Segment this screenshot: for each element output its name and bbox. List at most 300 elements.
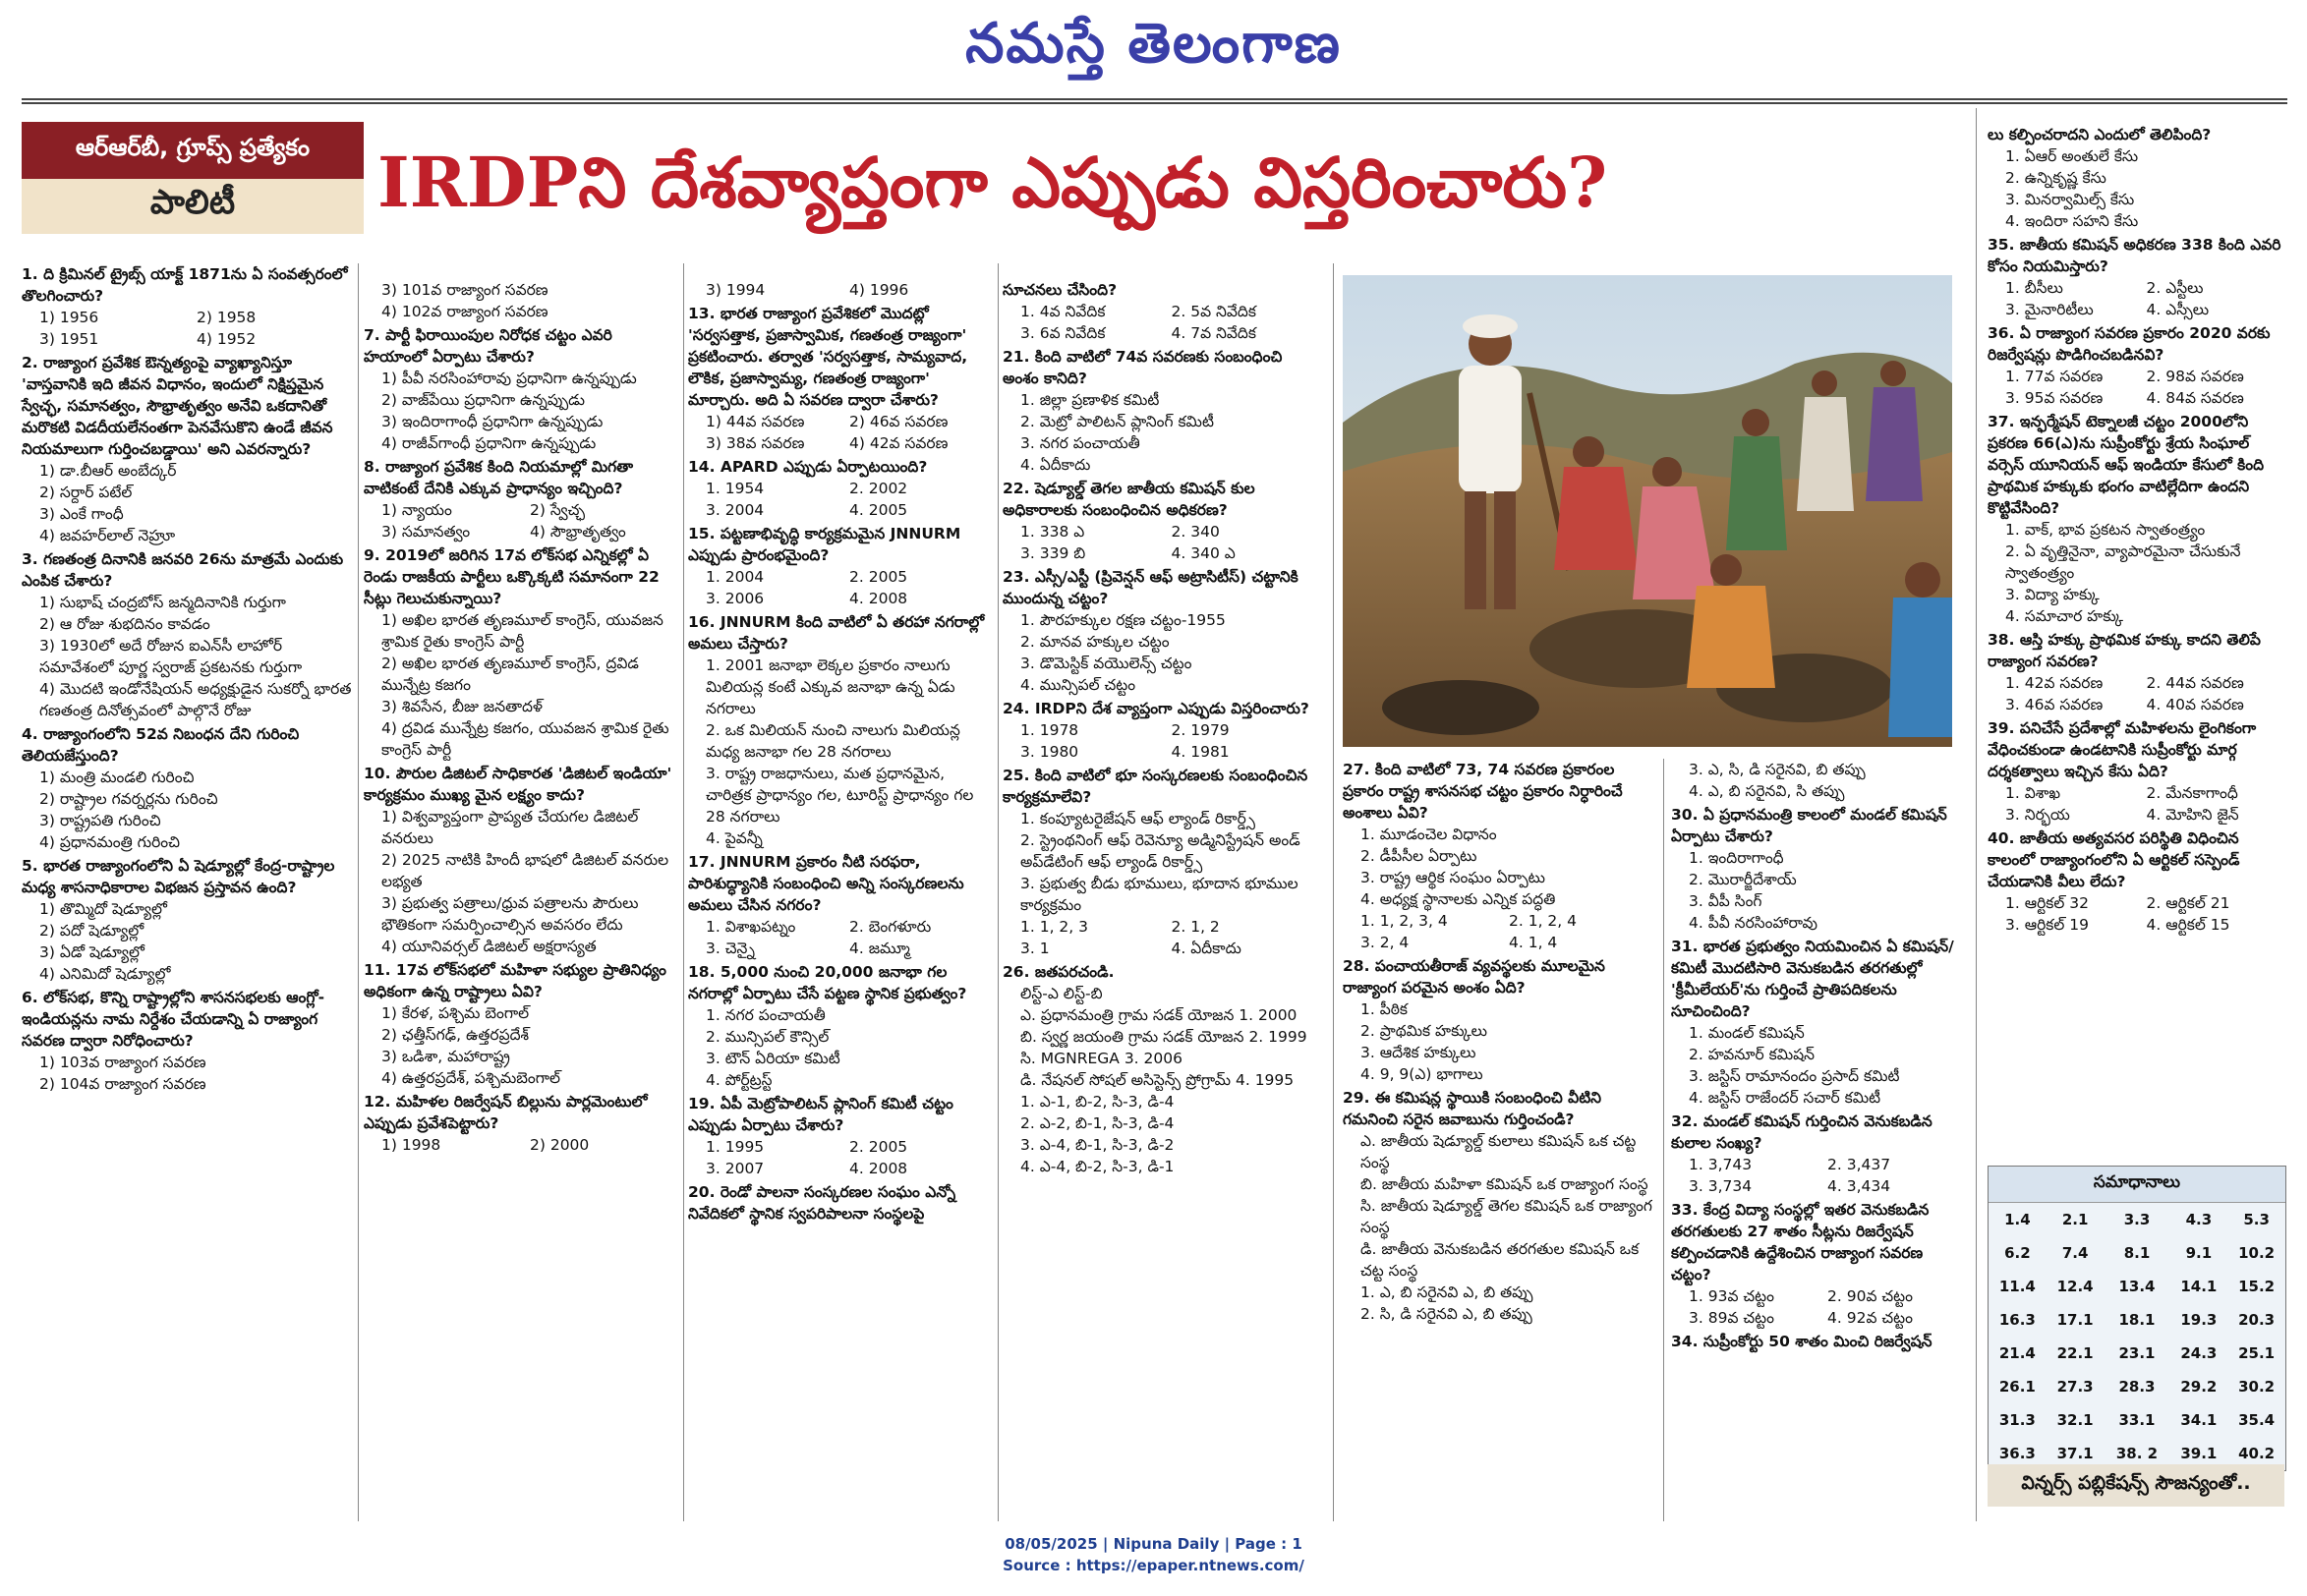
- top-rule-thin: [22, 102, 2287, 104]
- question-number: 37.: [1988, 413, 2020, 430]
- question-number: 26.: [1003, 963, 1035, 981]
- question-block: [1671, 804, 1966, 934]
- answer-option: 1) సుభాష్‌ చంద్రబోస్‌ జన్మదినానికి గుర్తుగా: [39, 594, 286, 611]
- answer-key-table: [1989, 1203, 2285, 1470]
- question-text: [1988, 411, 2287, 519]
- answer-option: 1) విశ్వవ్యాప్తంగా ప్రాప్యత చేయగల డిజిటల్‌ వనరులు: [381, 808, 639, 847]
- answer-option: 1. 42వ సవరణ: [2005, 674, 2104, 692]
- question-block: [22, 352, 354, 546]
- question-block: [1343, 1087, 1657, 1325]
- answer-option: సి. MGNREGA 3. 2006: [1020, 1050, 1182, 1067]
- answer-cell: 34.1: [2180, 1411, 2218, 1429]
- answer-option: 2. స్ట్రెంథనింగ్‌ ఆఫ్‌ రెవెన్యూ అడ్మినిస్ట్రేషన్‌ అండ్‌ అప్‌డేటింగ్‌ ఆఫ్‌ ల్యాండ్‌ రికార్డ్స్‌: [1020, 831, 1300, 871]
- answer-row: [1989, 1403, 2285, 1437]
- question-text: [22, 352, 354, 460]
- answer-option: డి. జాతీయ వెనుకబడిన తరగతుల కమిషన్‌ ఒక చట్ట సంస్థ: [1360, 1240, 1640, 1280]
- answer-cell: 30.2: [2238, 1378, 2276, 1396]
- question-text: [1671, 1111, 1966, 1154]
- question-block: [22, 987, 354, 1095]
- answer-option: 3. 339 బి: [1020, 544, 1086, 562]
- answer-option: 1) పీవీ నరసింహారావు ప్రధానిగా ఉన్నప్పుడు: [381, 370, 637, 387]
- question-text: [364, 544, 678, 609]
- question-body: గణతంత్ర దినానికి జనవరి 26ను మాత్రమే ఎందుకు ఎంపిక చేశారు?: [22, 550, 344, 590]
- question-text: [22, 987, 354, 1052]
- answer-option-grid: [688, 916, 993, 959]
- answer-option: 3. జస్టిస్‌ రామానందం ప్రసాద్‌ కమిటీ: [1689, 1067, 1900, 1085]
- question-text: [688, 456, 993, 478]
- answer-option: 4. పోర్ట్‌ట్రస్ట్‌: [706, 1071, 773, 1089]
- question-block: [364, 959, 678, 1089]
- question-block: [1343, 955, 1657, 1085]
- answer-option: 4) రాజీవ్‌గాంధీ ప్రధానిగా ఉన్నప్పుడు: [381, 434, 597, 452]
- answer-option: 2. ఏ వృత్తినైనా, వ్యాపారమైనా చేసుకునే స్వాతంత్ర్యం: [2005, 542, 2241, 582]
- question-text: [1003, 566, 1322, 609]
- question-block: [364, 1091, 678, 1156]
- question-number: 20.: [688, 1183, 721, 1201]
- answer-row: [1989, 1236, 2285, 1270]
- question-block: [1671, 936, 1966, 1109]
- column-divider: [1333, 263, 1334, 1521]
- answer-option: 2) సర్దార్‌ పటేల్‌: [39, 484, 133, 501]
- section-tag-subject: పాలిటీ: [22, 179, 364, 234]
- answer-option: 2. 3,437: [1827, 1156, 1891, 1173]
- answer-option: 3) ఒడిశా, మహారాష్ట్ర: [381, 1048, 510, 1065]
- answer-cell: 24.3: [2180, 1344, 2218, 1362]
- question-number: 11.: [364, 961, 396, 979]
- answer-cell: 22.1: [2056, 1344, 2094, 1362]
- answer-option: 2) 2025 నాటికి హిందీ భాషలో డిజిటల్‌ వనరుల లభ్యత: [381, 851, 669, 890]
- question-text: [688, 1093, 993, 1136]
- question-number: 23.: [1003, 568, 1035, 586]
- answer-option: 4. మున్సిపల్‌ చట్టం: [1020, 676, 1136, 694]
- question-block: [1343, 759, 1657, 953]
- answer-option: 4. 2008: [849, 1160, 908, 1177]
- answer-cell: 3.3: [2123, 1211, 2151, 1228]
- answer-option: 2. 98వ సవరణ: [2146, 368, 2244, 385]
- answer-option: 3. నగర పంచాయతీ: [1020, 434, 1140, 452]
- answer-option: 1. పౌరహక్కుల రక్షణ చట్టం-1955: [1020, 611, 1226, 629]
- question-text: [364, 324, 678, 368]
- answer-option: 4. 40వ సవరణ: [2146, 696, 2244, 713]
- answer-row: [1989, 1303, 2285, 1337]
- answer-option: 2. ఎ-2, బి-1, సి-3, డి-4: [1020, 1114, 1175, 1132]
- answer-cell: 9.1: [2185, 1244, 2213, 1262]
- answer-option: 4. ఆర్టికల్‌ 15: [2146, 916, 2230, 934]
- answer-option: 1. 2004: [706, 568, 765, 586]
- answer-option-grid: [688, 411, 993, 454]
- answer-cell: 17.1: [2056, 1311, 2094, 1329]
- answer-cell: 31.3: [1998, 1411, 2036, 1429]
- answer-option: 2) 104వ రాజ్యాంగ సవరణ: [39, 1075, 206, 1093]
- answer-cell: 27.3: [2056, 1378, 2094, 1396]
- answer-option: 3. ప్రభుత్వ బీడు భూములు, భూదాన భూముల కార్యక్రమం: [1020, 875, 1298, 914]
- column-2: [364, 279, 678, 1158]
- answer-option: 4. ఏదీకాదు: [1171, 940, 1241, 957]
- question-body: ఏపీ మెట్రోపాలిటన్‌ ప్లానింగ్‌ కమిటీ చట్టం ఎప్పుడు ఏర్పాటు చేశారు?: [688, 1095, 953, 1134]
- answer-option: 4) జవహర్‌లాల్‌ నెహ్రూ: [39, 527, 176, 544]
- answer-option: బి. స్వర్ణ జయంతి గ్రామ సడక్‌ యోజన 2. 1999: [1020, 1028, 1307, 1046]
- answer-option: 4. 9, 9(ఎ) భాగాలు: [1360, 1065, 1483, 1083]
- question-text: [1003, 346, 1322, 389]
- question-body: కింది వాటిలో 73, 74 సవరణ ప్రకారంల ప్రకారం రాష్ట్ర శాసనసభ చట్టం ప్రకారం నిర్ధారించే అంశాలు ఏవి?: [1343, 761, 1623, 822]
- column-divider: [358, 263, 359, 1521]
- answer-option-grid: [1003, 719, 1322, 763]
- question-text: [688, 961, 993, 1004]
- answer-cell: 36.3: [1998, 1445, 2036, 1462]
- question-body: JNNURM కింది వాటిలో ఏ తరహా నగరాల్లో అమలు చేస్తారు?: [688, 613, 985, 653]
- answer-option: 2. ప్రాథమిక హక్కులు: [1360, 1022, 1488, 1040]
- answer-option: 1) 44వ సవరణ: [706, 413, 805, 430]
- answer-option: 1. 1978: [1020, 721, 1079, 739]
- answer-option: సి. జాతీయ షెడ్యూల్డ్‌ తెగల కమిషన్‌ ఒక రాజ్యాంగ సంస్థ: [1360, 1197, 1652, 1236]
- question-body: ఆస్తి హక్కు ప్రాథమిక హక్కు కాదని తెలిపే రాజ్యాంగ సవరణ?: [1988, 631, 2261, 670]
- question-number: 19.: [688, 1095, 721, 1112]
- answer-cell: 14.1: [2180, 1278, 2218, 1295]
- answer-option: 4. జస్టిస్‌ రాజేందర్‌ సచార్‌ కమిటీ: [1689, 1089, 1881, 1107]
- question-body: IRDPని దేశ వ్యాప్తంగా ఎప్పుడు విస్తరించారు?: [1034, 700, 1309, 717]
- question-number: 9.: [364, 546, 386, 564]
- answer-option: 3. 2007: [706, 1160, 765, 1177]
- question-block: [364, 324, 678, 454]
- answer-option: 2. బెంగళూరు: [849, 918, 932, 936]
- question-block: [1988, 322, 2287, 409]
- section-tag-top: ఆర్‌ఆర్‌బీ, గ్రూప్స్‌ ప్రత్యేకం: [22, 122, 364, 179]
- question-text: [1988, 234, 2287, 277]
- question-text: [1671, 1331, 1966, 1352]
- question-text: [688, 303, 993, 411]
- answer-cell: 11.4: [1998, 1278, 2036, 1295]
- answer-option: 2) 1958: [197, 309, 257, 326]
- question-block: [1003, 346, 1322, 476]
- answer-option: 2. మున్సిపల్‌ కౌన్సిల్‌: [706, 1028, 830, 1046]
- question-text: [1671, 804, 1966, 847]
- answer-option: 1) మంత్రి మండలి గురించి: [39, 769, 195, 786]
- question-block: [1003, 478, 1322, 564]
- answer-option: 3) 1951: [39, 330, 99, 348]
- answer-option: 4. ఎ, బి సరైనవి, సి తప్పు: [1689, 782, 1845, 800]
- answer-option-grid: [1988, 782, 2287, 826]
- question-block: [1671, 759, 1966, 802]
- answer-option: 4. 92వ చట్టం: [1827, 1309, 1913, 1327]
- answer-option: 2) వాజ్‌పేయి ప్రధానిగా ఉన్నప్పుడు: [381, 391, 585, 409]
- answer-option: 4. 3,434: [1827, 1177, 1891, 1195]
- question-body: ఎస్సీ/ఎస్టీ (ప్రివెన్షన్‌ ఆఫ్‌ అట్రాసిటీస్‌) చట్టానికి ముందున్న చట్టం?: [1003, 568, 1298, 607]
- question-block: [688, 279, 993, 301]
- answer-option: 4. జమ్మూ: [849, 940, 910, 957]
- question-text: [22, 723, 354, 767]
- answer-option: 3. 89వ చట్టం: [1689, 1309, 1774, 1327]
- question-text: [1343, 759, 1657, 824]
- question-text: [688, 523, 993, 566]
- headline: IRDPని దేశవ్యాప్తంగా ఎప్పుడు విస్తరించారు?: [377, 142, 1608, 223]
- question-body: పార్టీ ఫిరాయింపుల నిరోధక చట్టం ఎవరి హయాంలో ఏర్పాటు చేశారు?: [364, 326, 612, 366]
- answer-cell: 33.1: [2118, 1411, 2156, 1429]
- answer-cell: 37.1: [2056, 1445, 2094, 1462]
- answer-option: 4) 102వ రాజ్యాంగ సవరణ: [381, 303, 548, 320]
- answer-option: 2) 46వ సవరణ: [849, 413, 949, 430]
- answer-option: 2. 2002: [849, 480, 908, 497]
- answer-cell: 4.3: [2185, 1211, 2213, 1228]
- question-body: లోక్‌సభ, కొన్ని రాష్ట్రాల్లోని శాసనసభలకు ఆంగ్లో-ఇండియన్లను నామ నిర్దేశం చేయడాన్ని ఏ రాజ్యాంగ సవరణ ద్వారా నిరోధించారు?: [22, 989, 325, 1050]
- answer-option: 3. నిర్భయ: [2005, 806, 2070, 824]
- answer-option: డి. నేషనల్‌ సోషల్‌ అసిస్టెన్స్‌ ప్రోగ్రామ్‌ 4. 1995: [1020, 1071, 1295, 1089]
- column-5: [1343, 759, 1657, 1327]
- answer-cell: 6.2: [2004, 1244, 2031, 1262]
- answer-cell: 32.1: [2056, 1411, 2094, 1429]
- answer-option: 3. రాష్ట్ర రాజధానులు, మత ప్రధానమైన, చారిత్రక ప్రాధాన్యం గల, టూరిస్ట్‌ ప్రాధాన్యం గల 28 నగరాలు: [706, 765, 974, 826]
- answer-cell: 35.4: [2238, 1411, 2276, 1429]
- question-text: [1988, 322, 2287, 366]
- question-body: రాజ్యాంగ ప్రవేశిక కింది నియమాల్లో మిగతా వాటికంటే దేనికి ఎక్కువ ప్రాధాన్యం ఇచ్చింది?: [364, 458, 634, 497]
- answer-option: 3) 38వ సవరణ: [706, 434, 805, 452]
- question-block: [688, 1181, 993, 1225]
- question-body: కేంద్ర విద్యా సంస్థల్లో ఇతర వెనుకబడిన తరగతులకు 27 శాతం సీట్లను రిజర్వేషన్‌ కల్పించడానికి ఉద్దేశించిన రాజ్యాంగ సవరణ చట్టం?: [1671, 1201, 1930, 1283]
- question-body: రాజ్యాంగ ప్రవేశిక ఔన్నత్యంపై వ్యాఖ్యానిస్తూ 'వాస్తవానికి ఇది జీవన విధానం, ఇందులో నిక్షిప్తమైన స్వేచ్ఛ, సమానత్వం, సౌభ్రాతృత్వం అనేవి ఒకదానితో మరొకటి విడదీయలేనంతగా పెనవేసుకొని ఉండే జీవన నియమాలుగా గుర్తించబడ్డాయి' అని ఎవరన్నారు?: [22, 354, 333, 458]
- question-number: 1.: [22, 265, 44, 283]
- answer-option: 2) అఖిల భారత తృణమూల్‌ కాంగ్రెస్‌, ద్రవిడ మున్నేట్ర కజగం: [381, 655, 639, 694]
- answer-option: 2. 1, 2: [1171, 918, 1220, 936]
- answer-option: 3) 1994: [706, 281, 766, 299]
- question-body: పౌరుల డిజిటల్‌ సాధికారత 'డిజిటల్‌ ఇండియా' కార్యక్రమం ముఖ్య మైన లక్ష్యం కాదు?: [364, 765, 672, 804]
- answer-cell: 8.1: [2123, 1244, 2151, 1262]
- answer-option: 3) ప్రభుత్వ పత్రాలు/ధ్రువ పత్రాలను పౌరులు భౌతికంగా సమర్పించాల్సిన అవసరం లేదు: [381, 894, 639, 934]
- answer-cell: 21.4: [1998, 1344, 2036, 1362]
- question-block: [22, 723, 354, 853]
- answer-key-title: సమాధానాలు: [1989, 1167, 2285, 1203]
- question-block: [364, 544, 678, 761]
- column-1: [22, 263, 354, 1097]
- answer-option: 2. ఒక మిలియన్‌ నుంచి నాలుగు మిలియన్ల మధ్య జనాభా గల 28 నగరాలు: [706, 721, 960, 761]
- question-body: పట్టణాభివృద్ధి కార్యక్రమమైన JNNURM ఎప్పుడు ప్రారంభమైంది?: [688, 525, 961, 564]
- answer-option: 2) పదో షెడ్యూల్లో: [39, 922, 144, 940]
- answer-option: 3) రాష్ట్రపతి గురించి: [39, 812, 161, 829]
- question-body: మహిళల రిజర్వేషన్‌ బిల్లును పార్లమెంటులో ఎప్పుడు ప్రవేశపెట్టారు?: [364, 1093, 648, 1132]
- answer-option-grid: [1671, 1154, 1966, 1197]
- answer-option: 1. 338 ఎ: [1020, 523, 1085, 541]
- answer-option: 4) యూనివర్సల్‌ డిజిటల్‌ అక్షరాస్యత: [381, 938, 597, 955]
- question-number: 16.: [688, 613, 721, 631]
- answer-option-grid: [1988, 672, 2287, 715]
- answer-option: 2) ఛత్తీస్‌గఢ్‌, ఉత్తరప్రదేశ్‌: [381, 1026, 530, 1044]
- answer-option: 4. ఇందిరా సహని కేసు: [2005, 212, 2139, 230]
- answer-option: 1) 103వ రాజ్యాంగ సవరణ: [39, 1054, 206, 1071]
- answer-option: 4. ఎస్సీలు: [2146, 301, 2210, 318]
- answer-option: 4. 2005: [849, 501, 908, 519]
- answer-option-grid: [1343, 910, 1657, 953]
- answer-option: 2. 90వ చట్టం: [1827, 1287, 1913, 1305]
- answer-option: 3. ఎ, సి, డి సరైనవి, బి తప్పు: [1689, 761, 1866, 778]
- photo-illustration: [1343, 275, 1952, 747]
- answer-option: 1. బీసీలు: [2005, 279, 2063, 297]
- answer-option: 2. 44వ సవరణ: [2146, 674, 2244, 692]
- answer-option: 1. పీఠిక: [1360, 1000, 1409, 1018]
- answer-option: 2. ఆర్టికల్‌ 21: [2146, 894, 2230, 912]
- question-text: [1343, 955, 1657, 998]
- answer-option-grid: [1988, 892, 2287, 936]
- answer-option: 3. ఆర్టికల్‌ 19: [2005, 916, 2090, 934]
- answer-option-grid: [364, 499, 678, 542]
- answer-option: 1. 1954: [706, 480, 765, 497]
- answer-option: 1. 1, 2, 3: [1020, 918, 1089, 936]
- question-number: 36.: [1988, 324, 2020, 342]
- answer-option: 2. 5వ నివేదిక: [1171, 303, 1256, 320]
- answer-option-grid: [22, 307, 354, 350]
- question-block: [688, 523, 993, 609]
- answer-option: 2. ఉన్నికృష్ణ కేసు: [2005, 169, 2106, 187]
- question-body: రెండో పాలనా సంస్కరణల సంఘం ఎన్నో నివేదికలో స్థానిక స్వపరిపాలనా సంస్థలపై: [688, 1183, 956, 1223]
- answer-option: 4. అధ్యక్ష స్థానాలకు ఎన్నిక పద్ధతి: [1360, 890, 1556, 908]
- column-divider: [683, 263, 684, 1521]
- column-3: [688, 279, 993, 1226]
- question-text: [1003, 698, 1322, 719]
- answer-option: 3. డొమెస్టిక్‌ వయొలెన్స్‌ చట్టం: [1020, 655, 1192, 672]
- answer-row: [1989, 1203, 2285, 1236]
- answer-option: 1. 2001 జనాభా లెక్కల ప్రకారం నాలుగు మిలియన్ల కంటే ఎక్కువ జనాభా ఉన్న ఏడు నగరాలు: [706, 656, 955, 717]
- question-text: [1003, 961, 1322, 983]
- answer-cell: 16.3: [1998, 1311, 2036, 1329]
- answer-option: 3. 46వ సవరణ: [2005, 696, 2104, 713]
- answer-option: 1) డా.బీఆర్‌ అంబేద్కర్‌: [39, 462, 177, 480]
- answer-option: 1. ఇందిరాగాంధీ: [1689, 849, 1784, 867]
- question-body: భారత రాజ్యాంగ ప్రవేశికలో మొదట్లో 'సర్వసత్తాక, ప్రజాస్వామిక, గణతంత్ర రాజ్యంగా' ప్రకటించారు. తర్వాత 'సర్వసత్తాక, సామ్యవాద, లౌకిక, ప్రజాస్వామ్య, గణతంత్ర రాజ్యంగా' మార్చారు. అది ఏ సవరణ ద్వారా చేశారు?: [688, 305, 968, 409]
- answer-option: 4. పైవన్నీ: [706, 829, 763, 847]
- page-footer: [0, 1533, 2307, 1576]
- question-number: 18.: [688, 963, 721, 981]
- question-number: 27.: [1343, 761, 1375, 778]
- answer-cell: 18.1: [2118, 1311, 2156, 1329]
- question-number: 24.: [1003, 700, 1035, 717]
- question-number: 30.: [1671, 806, 1703, 824]
- answer-cell: 38. 2: [2115, 1445, 2159, 1462]
- column-7: [1988, 124, 2287, 938]
- answer-option: 1. మూడంచెల విధానం: [1360, 826, 1497, 843]
- column-4: [1003, 279, 1322, 1179]
- question-number: 38.: [1988, 631, 2020, 649]
- answer-option: 4. 84వ సవరణ: [2146, 389, 2244, 407]
- answer-cell: 25.1: [2238, 1344, 2276, 1362]
- answer-option: 1. 1, 2, 3, 4: [1360, 912, 1448, 930]
- answer-option: 1. జిల్లా ప్రణాళిక కమిటీ: [1020, 391, 1160, 409]
- answer-option: 1) 1956: [39, 309, 99, 326]
- answer-option: 1) న్యాయం: [381, 501, 452, 519]
- question-number: 15.: [688, 525, 721, 542]
- answer-option: లిస్ట్‌-ఎ లిస్ట్‌-బి: [1020, 985, 1103, 1002]
- question-text: [364, 763, 678, 806]
- answer-option: 3. ఎ-4, బి-1, సి-3, డి-2: [1020, 1136, 1175, 1154]
- section-tag: [22, 122, 364, 234]
- question-body: 5,000 నుంచి 20,000 జనాభా గల నగరాల్లో ఏర్పాటు చేసే పట్టణ స్థానిక ప్రభుత్వం?: [688, 963, 967, 1002]
- question-body: లు కల్పించరాదని ఎందులో తెలిపింది?: [1988, 126, 2212, 143]
- answer-option-grid: [364, 1134, 678, 1156]
- answer-cell: 26.1: [1998, 1378, 2036, 1396]
- question-body: జాతీయ అత్యవసర పరిస్థితి విధించిన కాలంలో రాజ్యాంగంలోని ఏ ఆర్టికల్‌ సస్పెండ్‌ చేయడానికి వీలు లేదు?: [1988, 829, 2240, 890]
- answer-option: 4. 340 ఎ: [1171, 544, 1236, 562]
- answer-option-grid: [1003, 521, 1322, 564]
- question-body: పంచాయతీరాజ్‌ వ్యవస్థలకు మూలమైన రాజ్యాంగ పరమైన అంశం ఏది?: [1343, 957, 1605, 997]
- answer-option: 4. 7వ నివేదిక: [1171, 324, 1256, 342]
- question-body: ఇన్ఫర్మేషన్‌ టెక్నాలజీ చట్టం 2000లోని ప్రకరణ 66(ఎ)ను సుప్రీంకోర్టు శ్రేయ సింఘాల్‌ వర్సెస్‌ యూనియన్‌ ఆఫ్‌ ఇండియా కేసులో కింది ప్రాథమిక హక్కుకు భంగం వాటిల్లేదిగా ఉందని కొట్టివేసింది?: [1988, 413, 2265, 517]
- newspaper-logo: నమస్తే తెలంగాణ: [965, 11, 1342, 76]
- answer-row: [1989, 1270, 2285, 1303]
- question-block: [1003, 698, 1322, 763]
- answer-key: [1988, 1166, 2286, 1471]
- question-block: [1003, 566, 1322, 696]
- answer-option: 3. టౌన్‌ ఏరియా కమిటీ: [706, 1050, 840, 1067]
- answer-option: 4) ప్రధానమంత్రి గురించి: [39, 833, 181, 851]
- answer-option: 3. రాష్ట్ర ఆర్థిక సంఘం ఏర్పాటు: [1360, 869, 1545, 886]
- masthead: [0, 0, 2307, 94]
- answer-option: 4. సమాచార హక్కు: [2005, 607, 2124, 625]
- answer-option: 4) 42వ సవరణ: [849, 434, 949, 452]
- answer-option: ఎ. ప్రధానమంత్రి గ్రామ సడక్‌ యోజన 1. 2000: [1020, 1006, 1298, 1024]
- answer-cell: 10.2: [2238, 1244, 2276, 1262]
- answer-option: 2. ఎస్టీలు: [2146, 279, 2204, 297]
- answer-cell: 23.1: [2118, 1344, 2156, 1362]
- answer-option: 2. 2005: [849, 1138, 908, 1156]
- question-block: [1988, 234, 2287, 320]
- question-block: [364, 763, 678, 957]
- answer-option: 3. విద్యా హక్కు: [2005, 586, 2100, 603]
- photo-workers-digging: [1343, 275, 1952, 747]
- question-text: [688, 851, 993, 916]
- question-text: [1003, 279, 1322, 301]
- question-block: [688, 961, 993, 1091]
- question-block: [1988, 411, 2287, 627]
- question-text: [1003, 765, 1322, 808]
- top-rule: [22, 98, 2287, 100]
- answer-option: 2. హవనూర్‌ కమిషన్‌: [1689, 1046, 1816, 1063]
- question-body: జతపరచండి.: [1034, 963, 1115, 981]
- question-body: పనిచేసే ప్రదేశాల్లో మహిళలను లైంగికంగా వేధించకుండా ఉండటానికి సుప్రీంకోర్టు మార్గ దర్శకత్వాలు ఇచ్చిన కేసు ఏది?: [1988, 719, 2257, 780]
- question-number: 21.: [1003, 348, 1035, 366]
- answer-option: 4) 1996: [849, 281, 909, 299]
- answer-cell: 20.3: [2238, 1311, 2276, 1329]
- question-body: జాతీయ కమిషన్‌ అధికరణ 338 కింది ఎవరి కోసం నియమిస్తారు?: [1988, 236, 2281, 275]
- question-block: [1988, 717, 2287, 826]
- question-number: 34.: [1671, 1333, 1703, 1350]
- question-number: 2.: [22, 354, 44, 371]
- question-body: షెడ్యూల్డ్‌ తెగల జాతీయ కమిషన్‌ కుల అధికారాలకు సంబంధించిన అధికరణ?: [1003, 480, 1255, 519]
- answer-option: బి. జాతీయ మహిళా కమిషన్‌ ఒక రాజ్యాంగ సంస్థ: [1360, 1175, 1648, 1193]
- question-number: 12.: [364, 1093, 396, 1111]
- answer-option: 2. మేనకాగాంధీ: [2146, 784, 2238, 802]
- question-body: భారత ప్రభుత్వం నియమించిన ఏ కమిషన్‌/కమిటీ మొదటిసారి వెనుకబడిన తరగతుల్లో 'క్రీమీలేయర్‌'ను గుర్తించే ప్రాతిపదికలను సూచించింది?: [1671, 938, 1954, 1020]
- question-text: [1671, 1199, 1966, 1285]
- answer-option: 3. 3,734: [1689, 1177, 1753, 1195]
- question-body: ఏ ప్రధానమంత్రి కాలంలో మండల్‌ కమిషన్‌ ఏర్పాటు చేశారు?: [1671, 806, 1947, 845]
- column-divider: [998, 263, 999, 1521]
- answer-option: 3. 2006: [706, 590, 765, 607]
- answer-option: 1. కంప్యూటరైజేషన్‌ ఆఫ్‌ ల్యాండ్‌ రికార్డ్స్‌: [1020, 810, 1255, 827]
- answer-cell: 19.3: [2180, 1311, 2218, 1329]
- answer-option: 1) తొమ్మిదో షెడ్యూల్లో: [39, 900, 167, 918]
- question-number: 29.: [1343, 1089, 1375, 1107]
- question-text: [1988, 124, 2287, 145]
- answer-option: 3. మైనారిటీలు: [2005, 301, 2094, 318]
- question-block: [688, 851, 993, 959]
- answer-option: 4. 1981: [1171, 743, 1230, 761]
- question-number: 28.: [1343, 957, 1375, 975]
- answer-option: 1. 3,743: [1689, 1156, 1753, 1173]
- answer-row: [1989, 1370, 2285, 1403]
- question-text: [688, 611, 993, 655]
- question-block: [688, 611, 993, 849]
- question-block: [22, 548, 354, 721]
- question-block: [1003, 279, 1322, 344]
- answer-option: 1. నగర పంచాయతీ: [706, 1006, 826, 1024]
- column-6: [1671, 759, 1966, 1354]
- answer-option-grid: [688, 279, 993, 301]
